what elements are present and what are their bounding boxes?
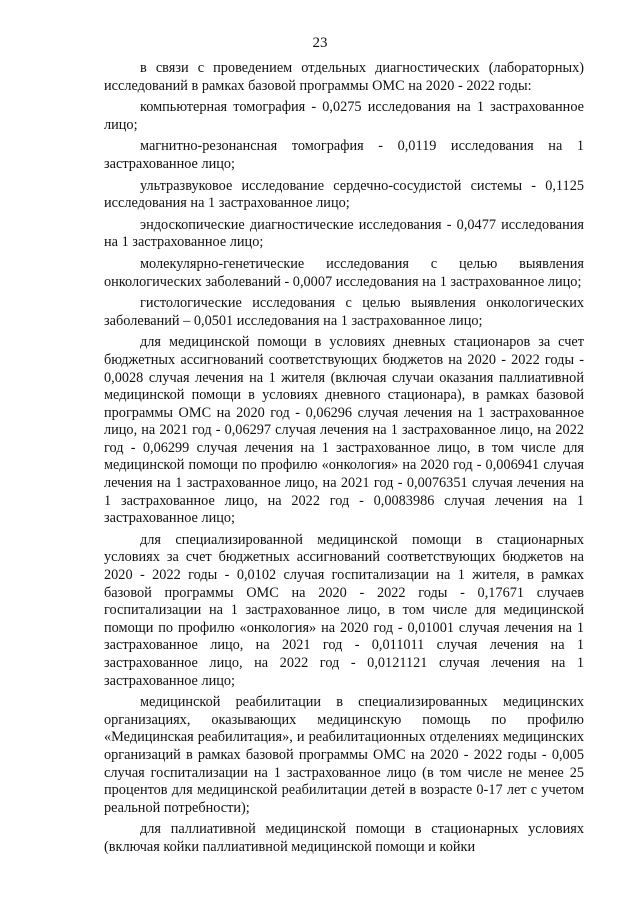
paragraph-ultrasound: ультразвуковое исследование сердечно-сосудистой системы - 0,1125 исследования на 1 застрахованное лицо; [104,177,584,212]
paragraph-mri: магнитно-резонансная томография - 0,0119 исследования на 1 застрахованное лицо; [104,138,584,172]
document-body [104,60,584,857]
paragraph-day-hospital: для медицинской помощи в условиях дневных стационаров за счет бюджетных ассигнований соответствующих бюджетов на 2020 - 2022 годы - 0,0028 случая лечения на 1 жителя (включая случаи оказания паллиативной медицинской помощи в условиях дневного стационара), в рамках базовой программы ОМС на 2020 год - 0,06296 случая лечения на 1 застрахованное лицо, на 2021 год - 0,06297 случая лечения на 1 застрахованное лицо, на 2022 год - 0,06299 случая лечения на 1 застрахованное лицо, в том числе для медицинской помощи по профилю «онкология» на 2020 год - 0,006941 случая лечения на 1 застрахованное лицо, на 2021 год - 0,0076351 случая лечения на 1 застрахованное лицо, на 2022 год - 0,0083986 случая лечения на 1 застрахованное лицо; [104,334,584,527]
paragraph-specialized-inpatient: для специализированной медицинской помощи в стационарных условиях за счет бюджетных ассигнований соответствующих бюджетов на 2020 - 2022 годы - 0,0102 случая госпитализации на 1 жителя, в рамках базовой программы ОМС на 2020 - 2022 годы - 0,17671 случаев госпитализации на 1 застрахованное лицо, в том числе для медицинской помощи по профилю «онкология» на 2020 год - 0,01001 случая лечения на 1 застрахованное лицо, на 2021 год - 0,011011 случая лечения на 1 застрахованное лицо, на 2022 год - 0,0121121 случая лечения на 1 застрахованное лицо; [104,531,584,689]
paragraph-molecular-genetic: молекулярно-генетические исследования с целью выявления онкологических заболеваний - 0,0007 исследования на 1 застрахованное лицо; [104,255,584,290]
paragraph-ct: компьютерная томография - 0,0275 исследования на 1 застрахованное лицо; [104,99,584,133]
paragraph-histology: гистологические исследования с целью выявления онкологических заболеваний – 0,0501 исследования на 1 застрахованное лицо; [104,295,584,329]
paragraph-diagnostic-studies: в связи с проведением отдельных диагностических (лабораторных) исследований в рамках базовой программы ОМС на 2020 - 2022 годы: [104,60,584,94]
paragraph-rehabilitation: медицинской реабилитации в специализированных медицинских организациях, оказывающих медицинскую помощь по профилю «Медицинская реабилитация», и реабилитационных отделениях медицинских организаций в рамках базовой программы ОМС на 2020 - 2022 годы - 0,005 случая госпитализации на 1 застрахованное лицо (в том числе не менее 25 процентов для медицинской реабилитации детей в возрасте 0-17 лет с учетом реальной потребности); [104,694,584,816]
paragraph-endoscopy: эндоскопические диагностические исследования - 0,0477 исследования на 1 застрахованное лицо; [104,216,584,251]
page-number: 23 [312,35,328,51]
paragraph-palliative: для паллиативной медицинской помощи в стационарных условиях (включая койки паллиативной медицинской помощи и койки [104,821,584,855]
